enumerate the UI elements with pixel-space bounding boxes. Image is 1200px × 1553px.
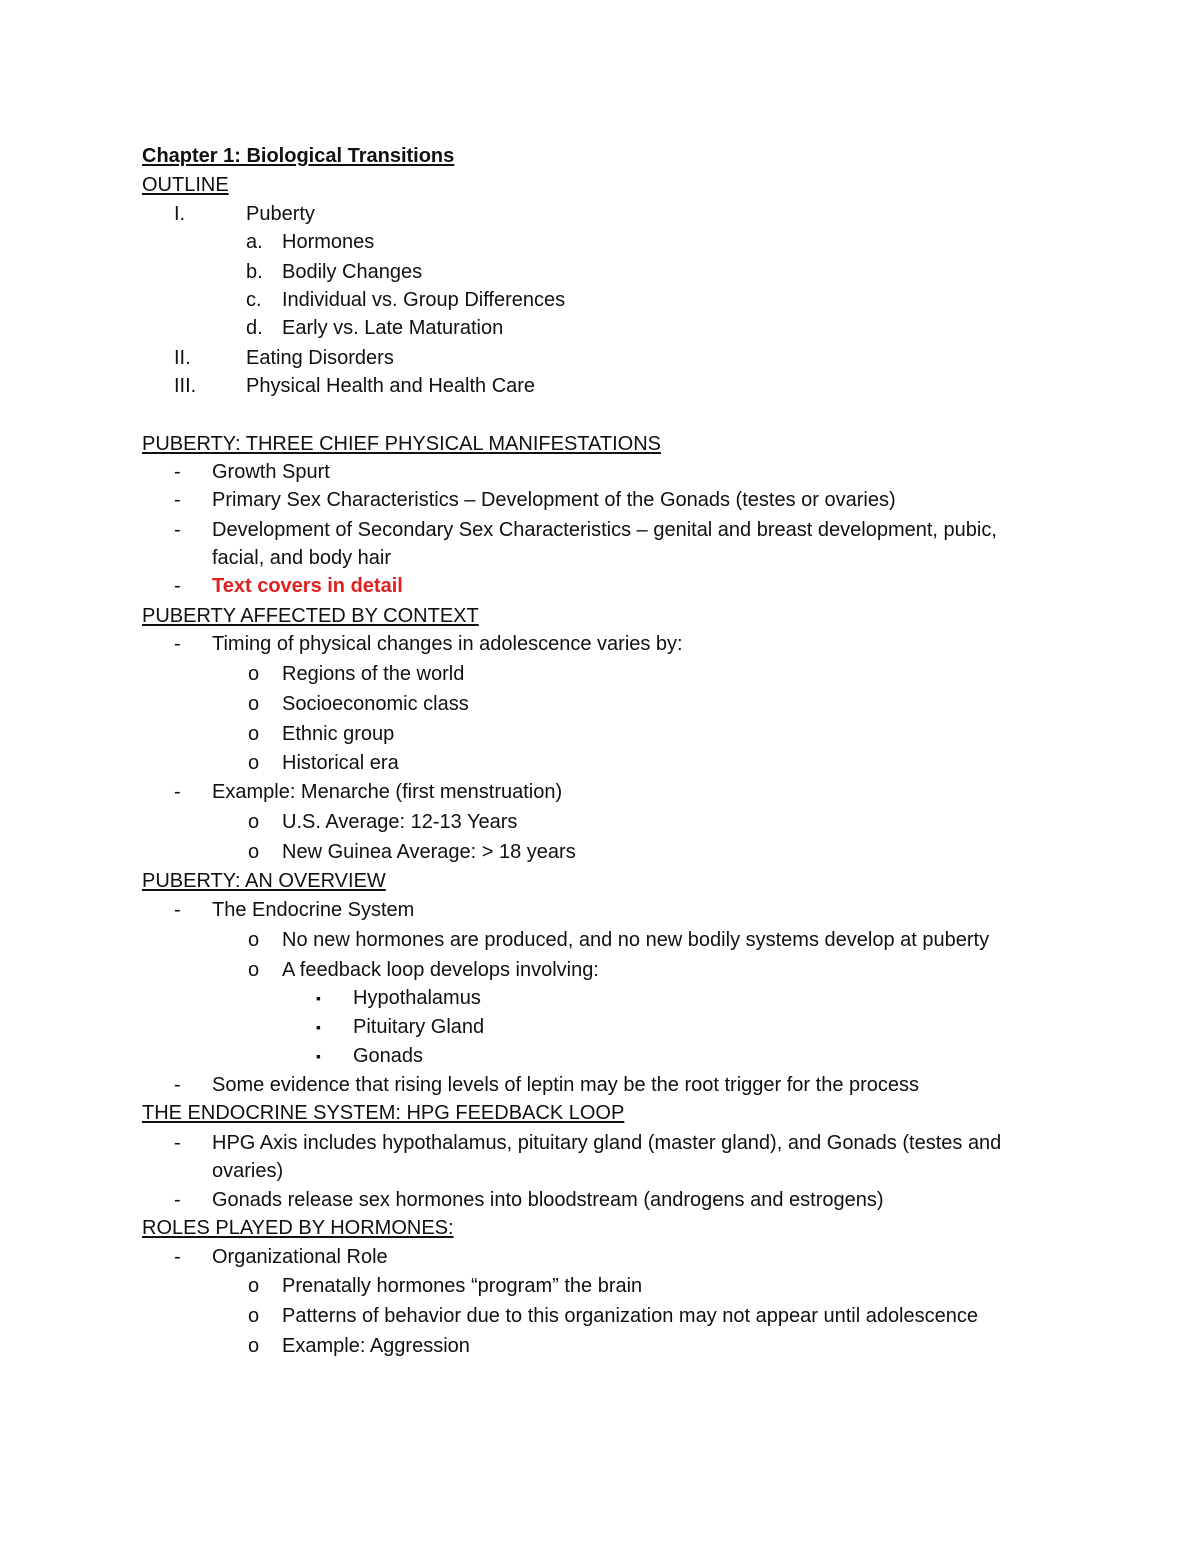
highlight-text: Text covers in detail bbox=[212, 575, 403, 597]
square-marker: ▪ bbox=[316, 1019, 321, 1035]
bullet-text: Hypothalamus bbox=[353, 987, 481, 1009]
outline-text: Puberty bbox=[246, 203, 315, 225]
section-heading: PUBERTY: THREE CHIEF PHYSICAL MANIFESTATIONS bbox=[142, 433, 661, 455]
bullet-text: Gonads release sex hormones into bloodstream (androgens and estrogens) bbox=[212, 1189, 884, 1211]
bullet-text: Growth Spurt bbox=[212, 461, 330, 483]
bullet-text: Organizational Role bbox=[212, 1246, 388, 1268]
outline-marker: a. bbox=[246, 231, 263, 253]
section-heading: ROLES PLAYED BY HORMONES: bbox=[142, 1217, 454, 1239]
outline-text: Individual vs. Group Differences bbox=[282, 289, 566, 311]
bullet-text: Gonads bbox=[353, 1045, 424, 1067]
bullet-text: Pituitary Gland bbox=[353, 1016, 485, 1038]
outline-text: Hormones bbox=[282, 231, 375, 253]
bullet-text: A feedback loop develops involving: bbox=[282, 959, 599, 981]
outline-marker: III. bbox=[174, 375, 197, 397]
dash-marker: - bbox=[174, 489, 181, 511]
circle-marker: o bbox=[248, 841, 260, 863]
dash-marker: - bbox=[174, 575, 181, 597]
bullet-text: New Guinea Average: > 18 years bbox=[282, 841, 576, 863]
bullet-text: facial, and body hair bbox=[212, 547, 392, 569]
outline-heading: OUTLINE bbox=[142, 174, 229, 196]
bullet-text: Primary Sex Characteristics – Development of the Gonads (testes or ovaries) bbox=[212, 489, 896, 511]
bullet-text: Example: Menarche (first menstruation) bbox=[212, 781, 563, 803]
bullet-text: HPG Axis includes hypothalamus, pituitary gland (master gland), and Gonads (testes and bbox=[212, 1132, 1002, 1154]
dash-marker: - bbox=[174, 633, 181, 655]
bullet-text: Socioeconomic class bbox=[282, 693, 469, 715]
bullet-text: U.S. Average: 12-13 Years bbox=[282, 811, 518, 833]
circle-marker: o bbox=[248, 929, 260, 951]
circle-marker: o bbox=[248, 959, 260, 981]
circle-marker: o bbox=[248, 1275, 260, 1297]
circle-marker: o bbox=[248, 723, 260, 745]
bullet-text: Ethnic group bbox=[282, 723, 395, 745]
dash-marker: - bbox=[174, 781, 181, 803]
outline-marker: c. bbox=[246, 289, 262, 311]
dash-marker: - bbox=[174, 519, 181, 541]
bullet-text: Historical era bbox=[282, 752, 399, 774]
section-heading: PUBERTY AFFECTED BY CONTEXT bbox=[142, 605, 479, 627]
outline-text: Physical Health and Health Care bbox=[246, 375, 536, 397]
dash-marker: - bbox=[174, 461, 181, 483]
circle-marker: o bbox=[248, 1335, 260, 1357]
circle-marker: o bbox=[248, 1305, 260, 1327]
circle-marker: o bbox=[248, 811, 260, 833]
dash-marker: - bbox=[174, 1189, 181, 1211]
square-marker: ▪ bbox=[316, 1048, 321, 1064]
dash-marker: - bbox=[174, 1074, 181, 1096]
outline-marker: I. bbox=[174, 203, 186, 225]
bullet-text: Patterns of behavior due to this organization may not appear until adolescence bbox=[282, 1305, 978, 1327]
bullet-text: Development of Secondary Sex Characteristics – genital and breast development, pubic, bbox=[212, 519, 997, 541]
square-marker: ▪ bbox=[316, 990, 321, 1006]
circle-marker: o bbox=[248, 752, 260, 774]
dash-marker: - bbox=[174, 899, 181, 921]
circle-marker: o bbox=[248, 663, 260, 685]
bullet-text: Timing of physical changes in adolescence varies by: bbox=[212, 633, 683, 655]
bullet-text: No new hormones are produced, and no new bodily systems develop at puberty bbox=[282, 929, 990, 951]
section-heading: PUBERTY: AN OVERVIEW bbox=[142, 870, 386, 892]
bullet-text: The Endocrine System bbox=[212, 899, 415, 921]
dash-marker: - bbox=[174, 1246, 181, 1268]
bullet-text: Prenatally hormones “program” the brain bbox=[282, 1275, 643, 1297]
outline-marker: b. bbox=[246, 261, 263, 283]
circle-marker: o bbox=[248, 693, 260, 715]
outline-text: Bodily Changes bbox=[282, 261, 423, 283]
outline-text: Eating Disorders bbox=[246, 347, 394, 369]
bullet-text: ovaries) bbox=[212, 1160, 284, 1182]
outline-text: Early vs. Late Maturation bbox=[282, 317, 504, 339]
section-heading: THE ENDOCRINE SYSTEM: HPG FEEDBACK LOOP bbox=[142, 1102, 625, 1124]
bullet-text: Example: Aggression bbox=[282, 1335, 470, 1357]
bullet-text: Some evidence that rising levels of leptin may be the root trigger for the process bbox=[212, 1074, 920, 1096]
outline-marker: d. bbox=[246, 317, 263, 339]
document-title: Chapter 1: Biological Transitions bbox=[142, 145, 455, 167]
dash-marker: - bbox=[174, 1132, 181, 1154]
outline-marker: II. bbox=[174, 347, 191, 369]
bullet-text: Regions of the world bbox=[282, 663, 465, 685]
